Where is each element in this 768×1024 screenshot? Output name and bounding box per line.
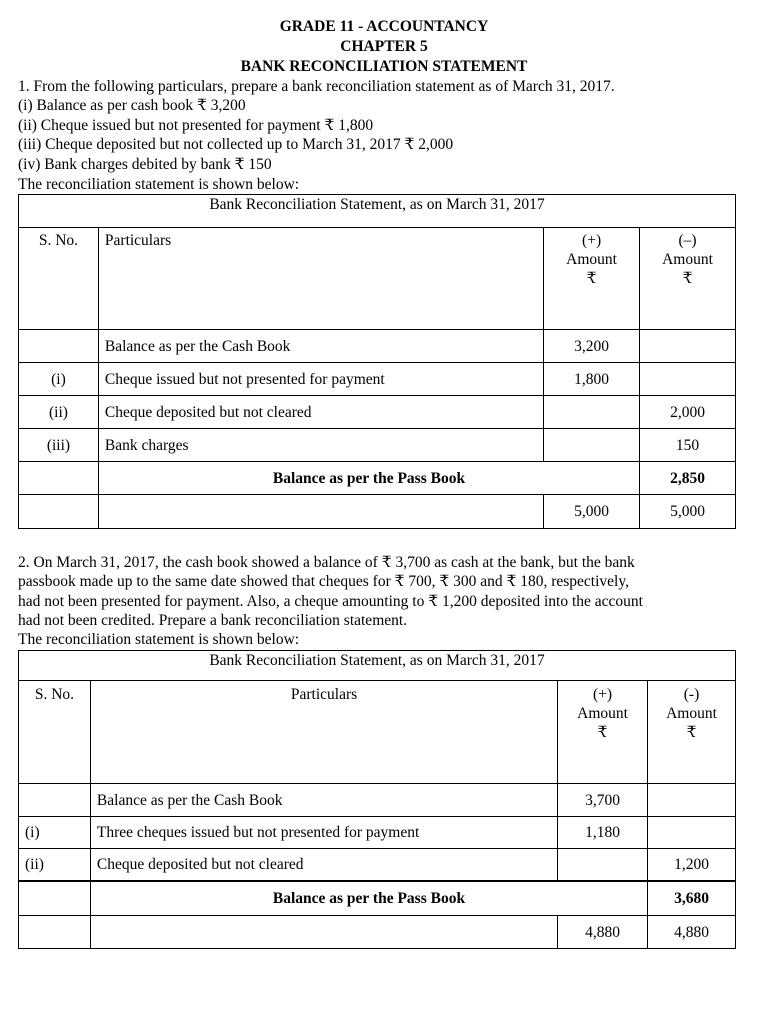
row-particular: Cheque issued but not presented for payment [98,363,543,396]
row-minus-amount: 1,200 [648,849,736,881]
empty-cell [90,916,557,949]
table-row [19,363,736,396]
col-header-particulars: Particulars [90,681,557,784]
plus-sign: (+) [582,232,602,249]
total-row [19,495,736,529]
minus-sign: (-) [683,686,700,703]
doc-title-chapter: CHAPTER 5 [340,38,428,55]
row-minus-amount: 150 [640,429,736,462]
row-minus-amount [640,363,736,396]
row-particular: Three cheques issued but not presented for payment [90,817,557,849]
col-header-particulars: Particulars [98,228,543,330]
col-header-minus-amount [648,681,736,784]
table-row [19,429,736,462]
table-row [19,849,736,881]
rupee-symbol: ₹ [586,270,597,287]
q1-item: (ii) Cheque issued but not presented for payment ₹ 1,800 [18,117,374,134]
empty-cell [19,462,99,495]
row-particular: Balance as per the Cash Book [98,330,543,363]
empty-cell [19,495,99,529]
row-plus-amount: 1,180 [558,817,648,849]
row-minus-amount [648,784,736,817]
rupee-symbol: ₹ [686,724,697,741]
empty-cell [19,881,91,916]
row-particular: Bank charges [98,429,543,462]
total-minus: 5,000 [640,495,736,529]
balance-value: 2,850 [640,462,736,495]
row-plus-amount: 3,700 [558,784,648,817]
q2-reconciliation-table [18,650,736,949]
total-minus: 4,880 [648,916,736,949]
q1-shown: The reconciliation statement is shown below: [18,176,300,193]
row-sno: (iii) [19,429,99,462]
row-sno: (ii) [19,396,99,429]
row-minus-amount [640,330,736,363]
row-sno [19,784,91,817]
row-plus-amount [544,429,640,462]
table-row [19,396,736,429]
table-row [19,330,736,363]
empty-cell [98,495,543,529]
table-row [19,784,736,817]
amount-label: Amount [577,705,628,722]
empty-cell [19,916,91,949]
table-title: Bank Reconciliation Statement, as on March 31, 2017 [19,651,736,681]
row-particular: Balance as per the Cash Book [90,784,557,817]
col-header-plus-amount [558,681,648,784]
row-plus-amount [544,396,640,429]
row-sno: (i) [19,817,91,849]
q2-paragraph-line: 2. On March 31, 2017, the cash book showed a balance of ₹ 3,700 as cash at the bank, but the bank [18,554,635,571]
q2-paragraph-line: passbook made up to the same date showed that cheques for ₹ 700, ₹ 300 and ₹ 180, respectively, [18,573,629,590]
table-title: Bank Reconciliation Statement, as on March 31, 2017 [19,195,736,228]
col-header-sno: S. No. [19,681,91,784]
balance-row [19,462,736,495]
q1-intro: 1. From the following particulars, prepare a bank reconciliation statement as of March 31, 2017. [18,78,615,95]
balance-label: Balance as per the Pass Book [90,881,647,916]
q1-item: (iv) Bank charges debited by bank ₹ 150 [18,156,272,173]
minus-sign: (–) [678,232,697,249]
col-header-plus-amount [544,228,640,330]
q1-item: (i) Balance as per cash book ₹ 3,200 [18,97,246,114]
row-particular: Cheque deposited but not cleared [90,849,557,881]
row-particular: Cheque deposited but not cleared [98,396,543,429]
balance-value: 3,680 [648,881,736,916]
row-sno [19,330,99,363]
balance-row [19,881,736,916]
doc-title-grade: GRADE 11 - ACCOUNTANCY [279,18,489,35]
q1-reconciliation-table [18,194,736,529]
q2-paragraph-line: had not been credited. Prepare a bank reconciliation statement. [18,612,408,629]
total-plus: 4,880 [558,916,648,949]
row-sno: (i) [19,363,99,396]
q1-item: (iii) Cheque deposited but not collected up to March 31, 2017 ₹ 2,000 [18,136,454,153]
amount-label: Amount [566,251,617,268]
row-plus-amount: 3,200 [544,330,640,363]
total-row [19,916,736,949]
rupee-symbol: ₹ [682,270,693,287]
balance-label: Balance as per the Pass Book [98,462,639,495]
q2-shown: The reconciliation statement is shown below: [18,631,300,648]
q2-paragraph-line: had not been presented for payment. Also, a cheque amounting to ₹ 1,200 deposited into the account [18,593,643,610]
row-plus-amount: 1,800 [544,363,640,396]
row-minus-amount: 2,000 [640,396,736,429]
amount-label: Amount [662,251,713,268]
table-row [19,817,736,849]
plus-sign: (+) [593,686,613,703]
row-plus-amount [558,849,648,881]
row-minus-amount [648,817,736,849]
row-sno: (ii) [19,849,91,881]
doc-title-topic: BANK RECONCILIATION STATEMENT [240,58,528,75]
amount-label: Amount [666,705,717,722]
col-header-minus-amount [640,228,736,330]
rupee-symbol: ₹ [597,724,608,741]
col-header-sno: S. No. [19,228,99,330]
total-plus: 5,000 [544,495,640,529]
